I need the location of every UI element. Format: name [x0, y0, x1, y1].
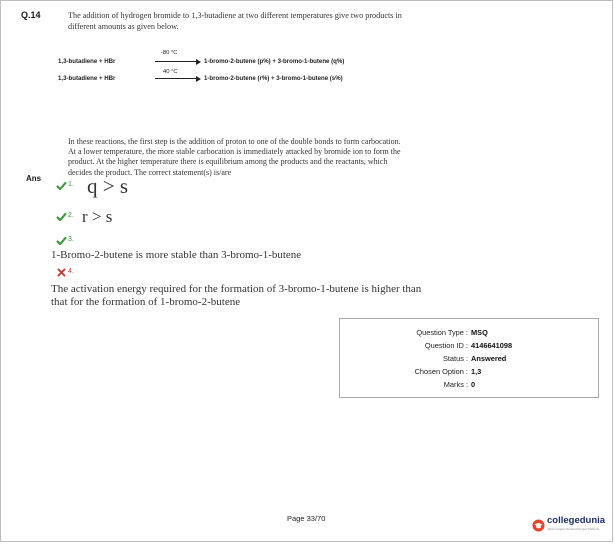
info-question-id-label: Question ID : — [424, 341, 468, 350]
question-intro: The addition of hydrogen bromide to 1,3-butadiene at two different temperatures give two products in different amounts as given below. — [68, 11, 402, 31]
reaction-1-arrow — [155, 61, 199, 62]
info-chosen-option-value: 1,3 — [471, 367, 482, 376]
option-3-text: 1-Bromo-2-butene is more stable than 3-bromo-1-butene — [51, 249, 302, 261]
reaction-1-products: 1-bromo-2-butene (p%) + 3-bromo-1-butene (q%) — [204, 58, 345, 65]
info-marks-label: Marks : — [443, 380, 468, 389]
reaction-1-condition: -80 °C — [161, 50, 178, 56]
reaction-2-condition: 40 °C — [163, 69, 178, 75]
info-status-label: Status : — [442, 354, 468, 363]
option-3-header — [56, 236, 74, 245]
cross-icon — [56, 268, 67, 277]
reaction-2-reactants: 1,3-butadiene + HBr — [58, 75, 116, 82]
brand-logo — [532, 516, 605, 534]
option-2-header — [56, 212, 74, 221]
reaction-1-reactants: 1,3-butadiene + HBr — [58, 58, 116, 65]
question-paragraph: In these reactions, the first step is the addition of proton to one of the double bonds to form carbocation. At a lower temperature, the more stable carbocation is immediately attacked by bromide ion to form the product. At the higher temperature there is equilibrium among the products and the reactants, which decides the product. The correct statement(s) is/are — [68, 137, 401, 177]
info-question-type-value: MSQ — [471, 328, 488, 337]
option-4-text: The activation energy required for the formation of 3-bromo-1-butene is higher than that for the formation of 1-bromo-2-butene — [51, 283, 422, 308]
info-question-type-label: Question Type : — [416, 328, 468, 337]
reaction-2-arrow — [155, 78, 199, 79]
brand-tagline: India's largest Student Review Platform — [547, 527, 600, 531]
option-1-text: q > s — [87, 174, 129, 198]
reaction-2-products: 1-bromo-2-butene (r%) + 3-bromo-1-butene (s%) — [204, 75, 343, 82]
option-2-text: r > s — [82, 207, 113, 226]
info-status-value: Answered — [471, 354, 507, 363]
option-4-header — [56, 268, 74, 277]
info-chosen-option-label: Chosen Option : — [414, 367, 468, 376]
check-icon — [56, 212, 67, 221]
check-icon — [56, 236, 67, 245]
option-1-header — [56, 181, 74, 190]
option-4-number: 4. — [68, 268, 74, 275]
answer-label: Ans — [26, 174, 42, 183]
page-number: Page 33/70 — [287, 514, 326, 523]
graduation-cap-icon — [532, 519, 545, 532]
question-number: Q.14 — [21, 10, 41, 20]
brand-name: collegedunia — [547, 515, 606, 526]
option-2-number: 2. — [68, 212, 74, 219]
option-1-number: 1. — [68, 181, 74, 188]
option-3-number: 3. — [68, 236, 74, 243]
info-marks-value: 0 — [471, 380, 476, 389]
info-question-id-value: 4146641098 — [471, 341, 513, 350]
question-info-box — [339, 318, 599, 398]
check-icon — [56, 181, 67, 190]
